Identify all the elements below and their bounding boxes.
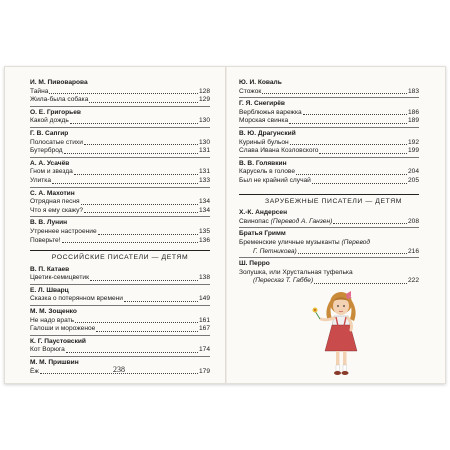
toc-entry[interactable]: Бременские уличные музыканты (Перевод — [239, 238, 371, 246]
toc-entry[interactable]: Карусель в голове 204 — [239, 168, 419, 176]
toc-entry[interactable]: Сказка о потерянном времени 149 — [30, 295, 210, 303]
toc-entry[interactable]: Верблюжья варежка 186 — [239, 108, 419, 116]
toc-entry[interactable]: Не надо врать 161 — [30, 316, 210, 324]
toc-entry[interactable]: Куриный бульон 192 — [239, 138, 419, 146]
author-heading: В. В. Лунин — [30, 216, 210, 228]
toc-entry[interactable]: Отрядная песня 134 — [30, 198, 210, 206]
author-heading: В. В. Голявкин — [239, 157, 419, 169]
toc-entry[interactable]: Золушка, или Хрустальная туфелька — [239, 268, 353, 276]
left-groups-top — [30, 79, 210, 245]
author-heading: Братья Гримм — [239, 227, 419, 239]
toc-entry[interactable]: Жила-была собака 129 — [30, 96, 210, 104]
author-heading: М. М. Зощенко — [30, 305, 210, 317]
toc-entry[interactable]: Свинопас (Перевод А. Ганзен) 208 — [239, 217, 419, 225]
book-spread — [4, 66, 446, 384]
toc-entry[interactable]: Поверьте! 136 — [30, 236, 210, 244]
author-heading: Г. В. Сапгир — [30, 127, 210, 139]
toc-entry[interactable]: Кот Ворюга 174 — [30, 346, 210, 354]
author-heading: И. М. Пивоварова — [30, 79, 88, 86]
toc-entry[interactable]: Слава Ивана Козловского 199 — [239, 147, 419, 155]
right-page — [239, 79, 419, 286]
toc-entry[interactable]: Галоши и мороженое 167 — [30, 325, 210, 333]
toc-entry[interactable]: Гном и звезда 131 — [30, 168, 210, 176]
author-heading: В. Ю. Драгунский — [239, 127, 419, 139]
author-heading: К. Г. Паустовский — [30, 335, 210, 347]
author-heading: А. А. Усачёв — [30, 157, 210, 169]
toc-entry[interactable]: Ёж 179 — [30, 367, 210, 375]
author-heading: С. А. Махотин — [30, 187, 210, 199]
section-title-foreign: ЗАРУБЕЖНЫЕ ПИСАТЕЛИ — ДЕТЯМ — [239, 194, 419, 210]
author-heading: В. П. Катаев — [30, 265, 70, 273]
toc-entry[interactable]: Цветик-семицветик 138 — [30, 274, 210, 282]
girl-illustration — [305, 289, 375, 381]
author-heading: Х.-К. Андерсен — [239, 209, 288, 217]
left-page — [30, 79, 210, 376]
toc-entry[interactable]: Был не крайний случай 205 — [239, 176, 419, 184]
author-heading: Ш. Перро — [239, 257, 419, 269]
page-number: 238 — [113, 365, 125, 374]
toc-entry-continuation[interactable]: Г. Петникова) 216 — [253, 247, 419, 255]
section-title-russian: РОССИЙСКИЕ ПИСАТЕЛИ — ДЕТЯМ — [30, 250, 210, 266]
book-spine — [225, 67, 227, 383]
author-heading: Е. Л. Шварц — [30, 284, 210, 296]
toc-entry[interactable]: Полосатые стихи 130 — [30, 138, 210, 146]
toc-entry[interactable]: Тайна 128 — [30, 87, 210, 95]
toc-entry[interactable]: Утреннее настроение 135 — [30, 227, 210, 235]
toc-entry[interactable]: Бутерброд 131 — [30, 147, 210, 155]
author-heading: О. Е. Григорьев — [30, 106, 210, 118]
left-groups-bottom — [30, 266, 210, 377]
author-heading: Ю. И. Коваль — [239, 79, 282, 86]
toc-entry[interactable]: Какой дождь 130 — [30, 117, 210, 125]
author-heading: Г. Я. Снегирёв — [239, 97, 419, 109]
toc-entry-continuation[interactable]: (Пересказ Т. Габбе) 222 — [253, 277, 419, 285]
toc-entry[interactable]: Стожок 183 — [239, 87, 419, 95]
toc-entry[interactable]: Улитка 133 — [30, 176, 210, 184]
author-heading: М. М. Пришвин — [30, 356, 210, 368]
toc-entry[interactable]: Морская свинка 189 — [239, 117, 419, 125]
toc-entry[interactable]: Что я ему скажу? 134 — [30, 206, 210, 214]
